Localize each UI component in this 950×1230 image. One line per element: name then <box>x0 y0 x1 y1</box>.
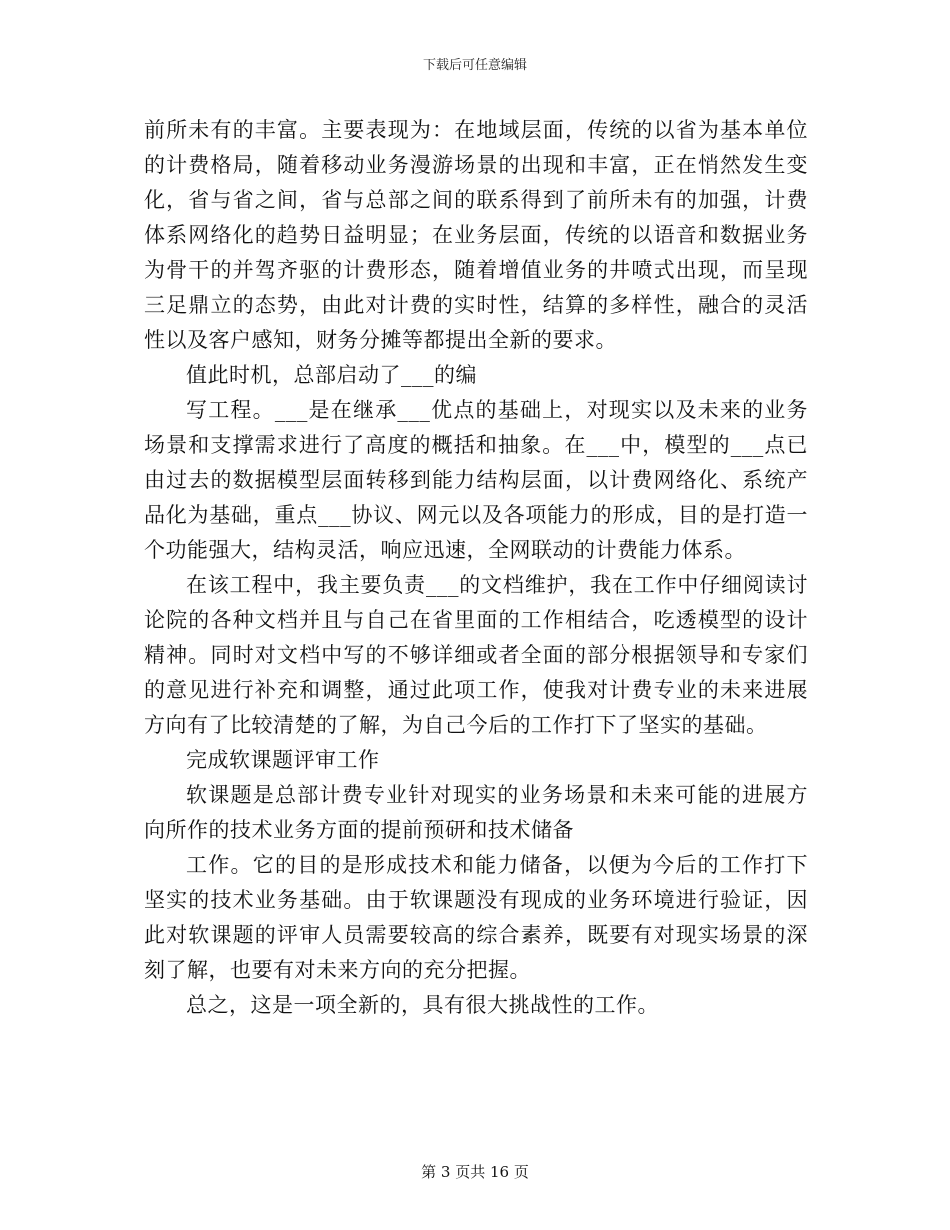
paragraph-5: 完成软课题评审工作 <box>186 748 380 772</box>
paragraph-2: 值此时机，总部启动了___的编 <box>186 363 477 387</box>
paragraph-7: 工作。它的目的是形成技术和能力储备，以便为今后的工作打下坚实的技术业务基础。由于软课题没有现成的业务环境进行验证，因此对软课题的评审人员需要较高的综合素养，既要有对现实场景的深刻了解，也要有对未来方向的充分把握。 <box>144 853 808 982</box>
paragraph-3: 写工程。___是在继承___优点的基础上，对现实以及未来的业务场景和支撑需求进行了高度的概括和抽象。在___中，模型的___点已由过去的数据模型层面转移到能力结构层面，以计费网络化、系统产品化为基础，重点___协议、网元以及各项能力的形成，目的是打造一个功能强大，结构灵活，响应迅速，全网联动的计费能力体系。 <box>144 398 808 562</box>
page-header: 下载后可任意编辑 <box>422 58 527 73</box>
paragraph-6: 软课题是总部计费专业针对现实的业务场景和未来可能的进展方向所作的技术业务方面的提前预研和技术储备 <box>144 783 808 842</box>
paragraph-8: 总之，这是一项全新的，具有很大挑战性的工作。 <box>186 993 659 1017</box>
document-body <box>144 113 808 1023</box>
paragraph-1: 前所未有的丰富。主要表现为：在地域层面，传统的以省为基本单位的计费格局，随着移动业务漫游场景的出现和丰富，正在悄然发生变化，省与省之间，省与总部之间的联系得到了前所未有的加强，计费体系网络化的趋势日益明显；在业务层面，传统的以语音和数据业务为骨干的并驾齐驱的计费形态，随着增值业务的井喷式出现，而呈现三足鼎立的态势，由此对计费的实时性，结算的多样性，融合的灵活性以及客户感知，财务分摊等都提出全新的要求。 <box>144 118 808 352</box>
paragraph-4: 在该工程中，我主要负责___的文档维护，我在工作中仔细阅读讨论院的各种文档并且与自己在省里面的工作相结合，吃透模型的设计精神。同时对文档中写的不够详细或者全面的部分根据领导和专家们的意见进行补充和调整，通过此项工作，使我对计费专业的未来进展方向有了比较清楚的了解，为自己今后的工作打下了坚实的基础。 <box>144 573 808 737</box>
page-number-footer: 第 3 页共 16 页 <box>421 1163 529 1181</box>
